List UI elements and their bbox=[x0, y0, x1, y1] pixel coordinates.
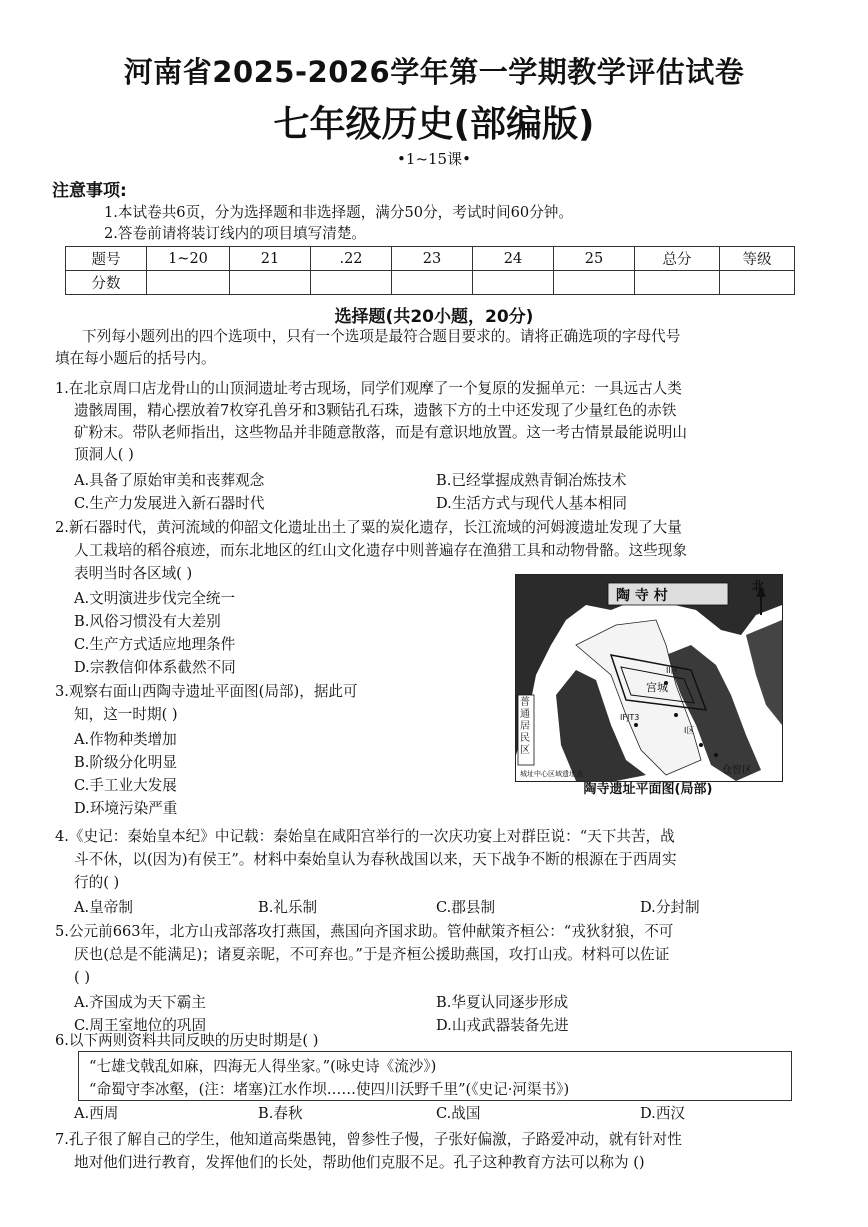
question-6-option-a: A.西周 bbox=[74, 1105, 119, 1122]
question-2-text: 2.新石器时代，黄河流域的仰韶文化遗址出土了粟的炭化遗存，长江流域的河姆渡遗址发现了大量 bbox=[55, 519, 682, 536]
site-label: I区 bbox=[684, 726, 695, 735]
score-cell[interactable] bbox=[311, 271, 392, 295]
question-5-option-c: C.周王室地位的巩固 bbox=[74, 1017, 207, 1034]
site-label: II区 bbox=[666, 666, 679, 675]
question-5-option-a: A.齐国成为天下霸主 bbox=[74, 994, 206, 1011]
score-table-header: 总分 bbox=[635, 247, 720, 271]
question-2-option-c: C.生产方式适应地理条件 bbox=[74, 636, 236, 653]
question-3-option-c: C.手工业大发展 bbox=[74, 777, 177, 794]
section-heading: 选择题(共20小题，20分) bbox=[334, 307, 534, 327]
question-3-option-a: A.作物种类增加 bbox=[74, 731, 177, 748]
question-7-text: 地对他们进行教育，发挥他们的长处，帮助他们克服不足。孔子这种教育方法可以称为 () bbox=[74, 1154, 645, 1171]
question-7-text: 7.孔子很了解自己的学生，他知道高柴愚钝，曾参性子慢，子张好偏激，子路爱冲动，就有针对性 bbox=[55, 1131, 682, 1148]
question-3-option-b: B.阶级分化明显 bbox=[74, 754, 177, 771]
score-table bbox=[65, 246, 795, 295]
notice-item: 2.答卷前请将装订线内的项目填写清楚。 bbox=[104, 225, 367, 242]
question-5-text: 厌也(总是不能满足)；诸夏亲昵，不可弃也。”于是齐桓公援助燕国，攻打山戎。材料可以佐证 bbox=[74, 946, 670, 963]
score-table-header: .22 bbox=[311, 247, 392, 271]
exam-title: 河南省2025-2026学年第一学期教学评估试卷 bbox=[123, 55, 745, 89]
question-3-text: 3.观察右面山西陶寺遗址平面图(局部)，据此可 bbox=[55, 683, 358, 700]
question-4-option-d: D.分封制 bbox=[640, 899, 700, 916]
question-6-option-c: C.战国 bbox=[436, 1105, 481, 1122]
question-1-option-c: C.生产力发展进入新石器时代 bbox=[74, 495, 265, 512]
question-3-text: 知，这一时期( ) bbox=[74, 706, 178, 723]
exam-subject-title: 七年级历史(部编版) bbox=[273, 104, 595, 145]
question-1-text: 1.在北京周口店龙骨山的山顶洞遗址考古现场，同学们观摩了一个复原的发掘单元：一具远古人类 bbox=[55, 380, 682, 397]
storage-area-label: 仓窖区 bbox=[722, 765, 752, 776]
question-6-option-b: B.春秋 bbox=[258, 1105, 303, 1122]
question-2-text: 表明当时各区域( ) bbox=[74, 565, 193, 582]
score-cell[interactable] bbox=[473, 271, 554, 295]
score-table-header: 等级 bbox=[720, 247, 795, 271]
palace-city-label: 宫城 bbox=[646, 681, 668, 694]
question-4-option-c: C.郡县制 bbox=[436, 899, 496, 916]
score-cell[interactable] bbox=[230, 271, 311, 295]
score-cell[interactable] bbox=[720, 271, 795, 295]
question-2-text: 人工栽培的稻谷痕迹，而东北地区的红山文化遗存中则普遍存在渔猎工具和动物骨骼。这些现象 bbox=[74, 542, 687, 559]
site-label: IFJT3 bbox=[620, 713, 640, 722]
question-4-text: 斗不休，以(因为)有侯王”。材料中秦始皇认为春秋战国以来，天下战争不断的根源在于西周实 bbox=[74, 851, 677, 868]
score-cell[interactable] bbox=[554, 271, 635, 295]
score-table-header: 24 bbox=[473, 247, 554, 271]
north-label: 北 bbox=[752, 579, 765, 593]
question-1-option-d: D.生活方式与现代人基本相同 bbox=[436, 495, 627, 512]
score-cell[interactable] bbox=[392, 271, 473, 295]
question-6-option-d: D.西汉 bbox=[640, 1105, 686, 1122]
question-1-option-a: A.具备了原始审美和丧葬观念 bbox=[74, 472, 265, 489]
score-table-header: 1~20 bbox=[147, 247, 230, 271]
residential-area-label: 普通居民区 bbox=[520, 697, 530, 756]
question-6-source-box bbox=[78, 1051, 792, 1101]
score-table-header: 21 bbox=[230, 247, 311, 271]
taosi-site-map bbox=[515, 574, 783, 782]
question-2-option-a: A.文明演进步伐完全统一 bbox=[74, 590, 236, 607]
question-2-option-d: D.宗教信仰体系截然不同 bbox=[74, 659, 236, 676]
source-quote: “七雄戈戟乱如麻，四海无人得坐家。”(咏史诗《流沙》) bbox=[89, 1058, 437, 1075]
question-1-text: 矿粉末。带队老师指出，这些物品并非随意散落，而是有意识地放置。这一考古情景最能说明山 bbox=[74, 424, 687, 441]
taosi-village-label: 陶 寺 村 bbox=[616, 588, 668, 604]
question-1-text: 遗骸周围，精心摆放着7枚穿孔兽牙和3颗钻孔石珠，遗骸下方的土中还发现了少量红色的赤铁 bbox=[74, 402, 677, 419]
question-5-option-b: B.华夏认同逐步形成 bbox=[436, 994, 569, 1011]
question-2-option-b: B.风俗习惯没有大差别 bbox=[74, 613, 221, 630]
map-drawing bbox=[516, 575, 782, 781]
question-5-text: ( ) bbox=[74, 969, 91, 986]
question-4-option-a: A.皇帝制 bbox=[74, 899, 133, 916]
score-table-header: 题号 bbox=[66, 247, 147, 271]
question-1-option-b: B.已经掌握成熟青铜冶炼技术 bbox=[436, 472, 627, 489]
score-table-header: 23 bbox=[392, 247, 473, 271]
question-4-text: 行的( ) bbox=[74, 874, 120, 891]
lesson-range: •1~15课• bbox=[397, 150, 471, 168]
question-5-text: 5.公元前663年，北方山戎部落攻打燕国，燕国向齐国求助。管仲献策齐桓公：“戎狄豺狼，不可 bbox=[55, 923, 674, 940]
section-instructions: 填在每小题后的括号内。 bbox=[55, 350, 216, 367]
notice-item: 1.本试卷共6页，分为选择题和非选择题，满分50分，考试时间60分钟。 bbox=[104, 204, 573, 221]
question-4-text: 4.《史记：秦始皇本纪》中记载：秦始皇在咸阳宫举行的一次庆功宴上对群臣说：“天下共苦，战 bbox=[55, 828, 675, 845]
notice-heading: 注意事项: bbox=[52, 181, 127, 201]
question-5-option-d: D.山戎武器装备先进 bbox=[436, 1017, 569, 1034]
question-3-option-d: D.环境污染严重 bbox=[74, 800, 178, 817]
score-table-score-row bbox=[66, 271, 795, 295]
score-table-header-row bbox=[66, 247, 795, 271]
section-instructions: 下列每小题列出的四个选项中，只有一个选项是最符合题目要求的。请将正确选项的字母代号 bbox=[82, 328, 681, 345]
question-6-text: 6.以下两则资料共同反映的历史时期是( ) bbox=[55, 1032, 319, 1049]
score-row-label: 分数 bbox=[66, 271, 147, 295]
score-cell[interactable] bbox=[635, 271, 720, 295]
score-table-header: 25 bbox=[554, 247, 635, 271]
map-caption: 陶寺遗址平面图(局部) bbox=[583, 782, 713, 797]
map-legend-label: 城址中心区域遗址点 bbox=[520, 770, 583, 778]
source-quote: “命蜀守李冰壑，(注：堵塞)江水作坝……使四川沃野千里”(《史记·河渠书》) bbox=[89, 1081, 570, 1098]
question-4-option-b: B.礼乐制 bbox=[258, 899, 318, 916]
score-cell[interactable] bbox=[147, 271, 230, 295]
question-1-text: 顶洞人( ) bbox=[74, 446, 134, 463]
